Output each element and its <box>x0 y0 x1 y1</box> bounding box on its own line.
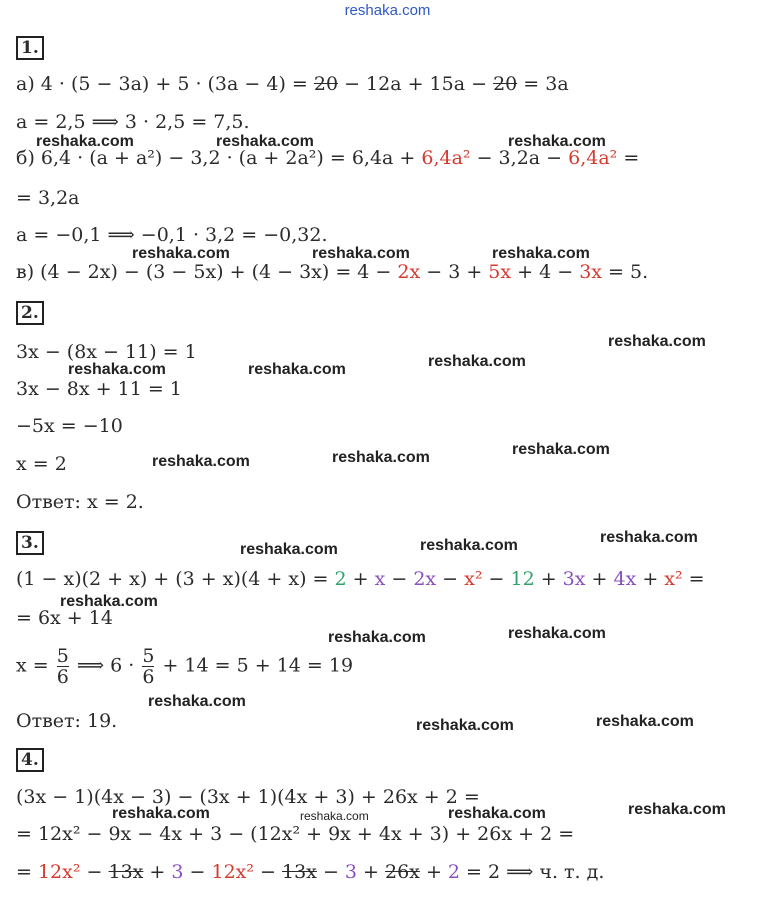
task2-line: x = 2 <box>16 453 67 475</box>
watermark: reshaka.com <box>36 133 134 150</box>
task-number-1: 1. <box>16 36 44 60</box>
fraction: $\frac{5}{6}$ <box>142 645 155 688</box>
task3-line-substitute: x = $\frac{5}{6}$ ⟹ 6 · $\frac{5}{6}$ + 14 = 5 + 14 = 19 <box>16 645 354 688</box>
task2-line: 3x − (8x − 11) = 1 <box>16 341 197 363</box>
task-number-3: 3. <box>16 531 44 555</box>
watermark: reshaka.com <box>328 629 426 646</box>
watermark: reshaka.com <box>448 805 546 822</box>
task3-line-expand: (1 − x)(2 + x) + (3 + x)(4 + x) = 2 + x − 2x − x² − 12 + 3x + 4x + x² = <box>16 568 705 590</box>
task1-line-b-result: = 3,2a <box>16 187 80 209</box>
watermark: reshaka.com <box>300 809 369 823</box>
watermark: reshaka.com <box>240 541 338 558</box>
watermark: reshaka.com <box>600 529 698 546</box>
watermark: reshaka.com <box>152 453 250 470</box>
watermark: reshaka.com <box>248 361 346 378</box>
task2-answer: Ответ: x = 2. <box>16 491 144 513</box>
watermark: reshaka.com <box>628 801 726 818</box>
watermark: reshaka.com <box>416 717 514 734</box>
watermark: reshaka.com <box>312 245 410 262</box>
watermark: reshaka.com <box>132 245 230 262</box>
task1-line-a-value: a = 2,5 ⟹ 3 · 2,5 = 7,5. <box>16 111 250 133</box>
task1-line-a: а) 4 · (5 − 3a) + 5 · (3a − 4) = 20 − 12a + 15a − 20 = 3a <box>16 73 569 95</box>
task4-line1: (3x − 1)(4x − 3) − (3x + 1)(4x + 3) + 26x + 2 = <box>16 786 480 808</box>
watermark: reshaka.com <box>508 625 606 642</box>
watermark: reshaka.com <box>596 713 694 730</box>
site-header[interactable]: reshaka.com <box>344 2 431 19</box>
fraction: $\frac{5}{6}$ <box>56 645 69 688</box>
task2-line: 3x − 8x + 11 = 1 <box>16 378 182 400</box>
watermark: reshaka.com <box>428 353 526 370</box>
watermark: reshaka.com <box>112 805 210 822</box>
task-number-2: 2. <box>16 301 44 325</box>
watermark: reshaka.com <box>148 693 246 710</box>
watermark: reshaka.com <box>508 133 606 150</box>
task-number-4: 4. <box>16 748 44 772</box>
task1-line-v: в) (4 − 2x) − (3 − 5x) + (4 − 3x) = 4 − 2x − 3 + 5x + 4 − 3x = 5. <box>16 261 649 283</box>
task1-line-b-value: a = −0,1 ⟹ −0,1 · 3,2 = −0,32. <box>16 224 328 246</box>
task4-line2: = 12x² − 9x − 4x + 3 − (12x² + 9x + 4x + 3) + 26x + 2 = <box>16 823 575 845</box>
task4-line3: = 12x² − 13x + 3 − 12x² − 13x − 3 + 26x + 2 = 2 ⟹ ч. т. д. <box>16 861 605 883</box>
watermark: reshaka.com <box>420 537 518 554</box>
watermark: reshaka.com <box>492 245 590 262</box>
watermark: reshaka.com <box>60 593 158 610</box>
watermark: reshaka.com <box>332 449 430 466</box>
task3-line-result: = 6x + 14 <box>16 607 113 629</box>
watermark: reshaka.com <box>608 333 706 350</box>
watermark: reshaka.com <box>68 361 166 378</box>
task2-line: −5x = −10 <box>16 415 123 437</box>
task3-answer: Ответ: 19. <box>16 710 118 732</box>
watermark: reshaka.com <box>216 133 314 150</box>
task1-line-b: б) 6,4 · (a + a²) − 3,2 · (a + 2a²) = 6,4a + 6,4a² − 3,2a − 6,4a² = <box>16 147 640 169</box>
watermark: reshaka.com <box>512 441 610 458</box>
